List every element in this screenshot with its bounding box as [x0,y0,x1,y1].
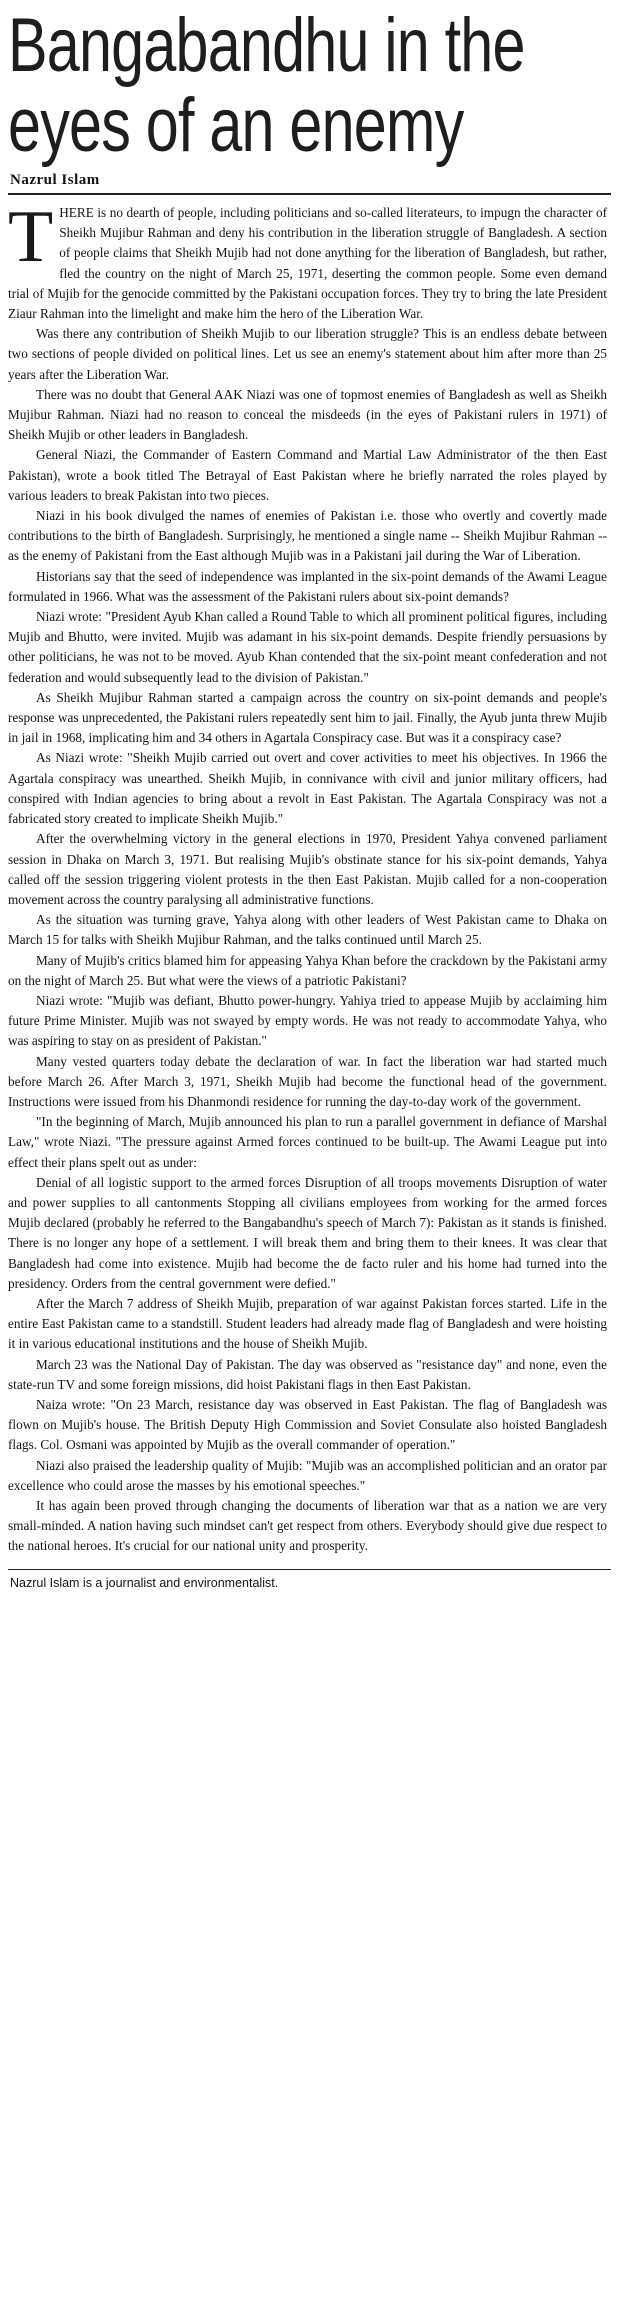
article-body [8,196,611,1557]
article-paragraph: Niazi wrote: "Mujib was defiant, Bhutto power-hungry. Yahiya tried to appease Mujib by acclaiming him future Prime Minister. Mujib was not swayed by empty words. He was not ready to accommodate Yahya, who was aspiring to stay on as president of Pakistan." [8,992,607,1049]
article-paragraph: Many of Mujib's critics blamed him for appeasing Yahya Khan before the crackdown by the Pakistani army on the night of March 25. But what were the views of a patriotic Pakistani? [8,952,607,988]
byline-divider [8,193,611,195]
article-paragraph: After the overwhelming victory in the general elections in 1970, President Yahya convened parliament session in Dhaka on March 3, 1971. But realising Mujib's obstinate stance for his six-point demands, Yahya called off the session triggering violent protests in the then East Pakistan. Mujib called for a non-cooperation movement across the country paralysing all administrative functions. [8,831,607,907]
byline: Nazrul Islam [10,172,100,188]
article-paragraph: There was no doubt that General AAK Niazi was one of topmost enemies of Bangladesh as well as Sheikh Mujibur Rahman. Niazi had no reason to conceal the misdeeds (in the eyes of Pakistani rulers in 1971) of Sheikh Mujib or other leaders in Bangladesh. [8,386,607,443]
article-paragraph: It has again been proved through changing the documents of liberation war that as a nation we are very small-minded. A nation having such mindset can't get respect from others. Everybody should give due respect to the national heroes. It's crucial for our national unity and prosperity. [8,1498,607,1554]
article-paragraph: As Sheikh Mujibur Rahman started a campaign across the country on six-point demands and people's response was unprecedented, the Pakistani rulers repeatedly sent him to jail. Finally, the Ayub junta threw Mujib in jail in 1968, implicating him and 34 others in Agartala Conspiracy case. But was it a conspiracy case? [8,689,607,746]
headline-line-2: eyes of an enemy [8,83,464,168]
author-note: Nazrul Islam is a journalist and environmentalist. [10,1575,279,1590]
article-paragraph: March 23 was the National Day of Pakistan. The day was observed as "resistance day" and none, even the state-run TV and some foreign missions, did hoist Pakistani flags in then East Pakistan. [8,1356,607,1392]
article-paragraph: After the March 7 address of Sheikh Mujib, preparation of war against Pakistan forces started. Life in the entire East Pakistan came to a standstill. Student leaders had already made flag of Bangladesh and were hoisting it in various educational institutions and the house of Sheikh Mujib. [8,1295,607,1352]
article-paragraph: Niazi wrote: "President Ayub Khan called a Round Table to which all prominent political figures, including Mujib and Bhutto, were invited. Mujib was adamant in his six-point demands. Despite friendly persuasions by other politicians, he was not to be moved. Ayub Khan contended that the six-point meant confederation and not federation and would subsequently lead to the division of Pakistan." [8,609,607,685]
footer-divider [8,1569,611,1570]
article-paragraph: Historians say that the seed of independence was implanted in the six-point demands of the Awami League formulated in 1966. What was the assessment of the Pakistani rulers about six-point demands? [8,568,607,604]
first-paragraph-text: HERE is no dearth of people, including politicians and so-called literateurs, to impugn the character of Sheikh Mujibur Rahman and deny his contribution in the liberation struggle of Bangladesh. A section of people claims that Sheikh Mujib had not done anything for the liberation of Bangladesh, but rather, fled the country on the night of March 25, 1971, deserting the common people. Some even demand trial of Mujib for the genocide committed by the Pakistani occupation forces. They try to bring the late President Ziaur Rahman into the limelight and make him the hero of the Liberation War. [8,205,607,322]
article-paragraph: Naiza wrote: "On 23 March, resistance day was observed in East Pakistan. The flag of Bangladesh was flown on Mujib's house. The British Deputy High Commission and Soviet Consulate also hoisted Bangladesh flags. Col. Osmani was appointed by Mujib as the overall commander of operation." [8,1396,607,1453]
article-paragraph: As Niazi wrote: "Sheikh Mujib carried out overt and cover activities to meet his objectives. In 1966 the Agartala conspiracy was unearthed. Sheikh Mujib, in connivance with civil and junior military officers, had conspired with Indian agencies to bring about a revolt in East Pakistan. The Agartala Conspiracy was not a fabricated story created to implicate Sheikh Mujib." [8,750,607,827]
article-paragraph: Niazi in his book divulged the names of enemies of Pakistan i.e. those who overtly and covertly made contributions to the birth of Bangladesh. Surprisingly, he mentioned a single name -- Sheikh Mujibur Rahman -- as the enemy of Pakistani from the East although Mujib was in a Pakistani jail during the War of Liberation. [8,508,607,564]
article-paragraph: Niazi also praised the leadership quality of Mujib: "Mujib was an accomplished politician and an orator par excellence who could arose the masses by his emotional speeches." [8,1457,607,1493]
article-paragraph: As the situation was turning grave, Yahya along with other leaders of West Pakistan came to Dhaka on March 15 for talks with Sheikh Mujibur Rahman, and the talks continued until March 25. [8,912,607,948]
article-paragraph: Denial of all logistic support to the armed forces Disruption of all troops movements Disruption of water and power supplies to all cantonments Stopping all civilians employees from working for the armed forces Mujib declared (probably he referred to the Bangabandhu's speech of March 7): Pakistan as it stands is finished. There is no longer any hope of a settlement. I will break them and bring them to their knees. It was clear that Bangladesh had come into existence. Mujib had become the de facto ruler and his home had turned into the presidency. Orders from the central government were defied." [8,1174,607,1291]
drop-cap: T [8,196,54,278]
first-paragraph [8,196,607,324]
article-paragraph: "In the beginning of March, Mujib announced his plan to run a parallel government in defiance of Marshal Law," wrote Niazi. "The pressure against Armed forces continued to be built-up. The Awami League put into effect their plans spelt out as under: [8,1114,607,1170]
headline-line-1: Bangabandhu in the [8,3,525,88]
article-paragraph: General Niazi, the Commander of Eastern Command and Martial Law Administrator of the then East Pakistan), wrote a book titled The Betrayal of East Pakistan where he briefly narrated the roles played by various leaders to break Pakistan into two pieces. [8,447,607,503]
article-paragraph: Many vested quarters today debate the declaration of war. In fact the liberation war had started much before March 26. After March 3, 1971, Sheikh Mujib had become the functional head of the government. Instructions were issued from his Dhanmondi residence for running the day-to-day work of the government. [8,1053,607,1109]
article-paragraph: Was there any contribution of Sheikh Mujib to our liberation struggle? This is an endless debate between two sections of people divided on political lines. Let us see an enemy's statement about him after more than 25 years after the Liberation War. [8,326,607,382]
headline [8,3,616,168]
